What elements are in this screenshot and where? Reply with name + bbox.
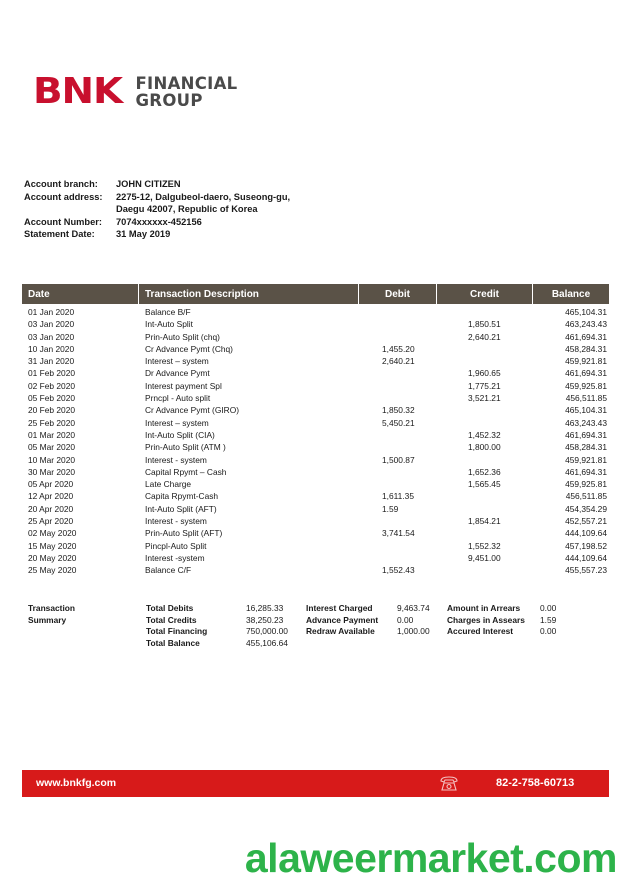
cell-desc: Dr Advance Pymt	[145, 368, 210, 379]
summary-group2-values	[397, 603, 430, 638]
cell-date: 10 Mar 2020	[28, 454, 76, 465]
summary-value: 0.00	[540, 626, 557, 637]
cell-credit	[437, 343, 533, 355]
account-address-line1: 2275-12, Dalgubeol-daero, Suseong-gu,	[116, 191, 291, 202]
account-address-label: Account address:	[24, 191, 103, 202]
cell-debit	[359, 515, 437, 527]
cell-desc: Capital Rpymt – Cash	[145, 466, 227, 477]
table-row	[22, 490, 609, 502]
logo-mark: BNK	[33, 71, 123, 112]
cell-date: 05 Apr 2020	[28, 479, 74, 490]
summary-label: Total Credits	[146, 614, 197, 625]
cell-balance: 459,921.81	[565, 454, 607, 465]
cell-desc: Prin-Auto Split (AFT)	[145, 528, 223, 539]
table-row	[22, 429, 609, 441]
cell-debit: 1,500.87	[382, 454, 415, 465]
cell-debit	[359, 441, 437, 453]
summary-value: 750,000.00	[246, 626, 288, 637]
cell-desc: Cr Advance Pymt (Chq)	[145, 343, 233, 354]
logo-line-group: GROUP	[135, 91, 203, 110]
cell-balance: 452,557.21	[565, 516, 607, 527]
table-row	[22, 552, 609, 564]
cell-debit	[359, 540, 437, 552]
table-body	[22, 304, 609, 577]
cell-credit	[437, 355, 533, 367]
cell-balance: 461,694.31	[565, 331, 607, 342]
column-header-description: Transaction Description	[139, 284, 359, 304]
cell-debit	[359, 318, 437, 330]
account-details	[24, 178, 290, 241]
cell-date: 15 May 2020	[28, 540, 77, 551]
cell-credit: 1,775.21	[468, 380, 501, 391]
cell-credit: 1,652.36	[468, 466, 501, 477]
statement-date-row	[24, 228, 290, 241]
cell-balance: 461,694.31	[565, 368, 607, 379]
table-row	[22, 318, 609, 330]
table-row	[22, 392, 609, 404]
table-row	[22, 367, 609, 379]
cell-debit	[359, 429, 437, 441]
account-branch-row	[24, 178, 290, 191]
logo-wordmark	[135, 75, 237, 109]
cell-desc: Interest - system	[145, 454, 207, 465]
table-row	[22, 540, 609, 552]
cell-date: 25 Apr 2020	[28, 516, 74, 527]
table-row	[22, 306, 609, 318]
summary-group1-values	[246, 603, 288, 650]
cell-credit: 1,552.32	[468, 540, 501, 551]
cell-desc: Pincpl-Auto Split	[145, 540, 207, 551]
cell-date: 20 Apr 2020	[28, 503, 74, 514]
cell-desc: Cr Advance Pymt (GIRO)	[145, 405, 240, 416]
table-row	[22, 478, 609, 490]
logo-line-financial: FINANCIAL	[135, 74, 238, 93]
cell-date: 03 Jan 2020	[28, 319, 75, 330]
cell-date: 01 Mar 2020	[28, 429, 76, 440]
cell-balance: 461,694.31	[565, 429, 607, 440]
table-row	[22, 380, 609, 392]
cell-debit: 5,450.21	[382, 417, 415, 428]
cell-date: 02 May 2020	[28, 528, 77, 539]
watermark: alaweermarket.com	[244, 835, 617, 881]
summary-group1-labels	[146, 603, 207, 650]
table-row	[22, 503, 609, 515]
summary-group3-labels	[447, 603, 525, 638]
cell-debit	[359, 478, 437, 490]
cell-debit	[359, 367, 437, 379]
cell-date: 20 May 2020	[28, 552, 77, 563]
cell-credit: 1,854.21	[468, 516, 501, 527]
cell-credit: 1,565.45	[468, 479, 501, 490]
footer-phone-number[interactable]: 82-2-758-60713	[496, 777, 575, 789]
cell-credit	[437, 306, 533, 318]
cell-date: 01 Jan 2020	[28, 307, 75, 317]
cell-desc: Int-Auto Split	[145, 319, 193, 330]
table-row	[22, 564, 609, 576]
statement-date-value: 31 May 2019	[116, 229, 171, 240]
column-header-date: Date	[22, 284, 139, 304]
cell-date: 12 Apr 2020	[28, 491, 74, 502]
summary-value: 9,463.74	[397, 603, 430, 613]
cell-debit	[359, 380, 437, 392]
summary-label: Amount in Arrears	[447, 603, 521, 613]
cell-debit: 1,850.32	[382, 405, 415, 416]
cell-balance: 444,109.64	[565, 528, 607, 539]
table-row	[22, 331, 609, 343]
cell-debit	[359, 392, 437, 404]
cell-debit: 1.59	[382, 503, 399, 514]
table-row	[22, 355, 609, 367]
cell-balance: 459,925.81	[565, 380, 607, 391]
summary-value: 16,285.33	[246, 603, 284, 613]
cell-date: 25 Feb 2020	[28, 417, 76, 428]
cell-balance: 456,511.85	[565, 491, 607, 502]
summary-title	[28, 603, 75, 626]
summary-label: Total Balance	[146, 638, 200, 649]
cell-date: 05 Mar 2020	[28, 442, 76, 453]
cell-desc: Prncpl - Auto split	[145, 393, 211, 404]
cell-balance: 465,104.31	[565, 405, 607, 416]
cell-desc: Interest payment Spl	[145, 380, 222, 391]
summary-label: Advance Payment	[306, 614, 379, 625]
summary-value: 1,000.00	[397, 626, 430, 637]
summary-label: Total Debits	[146, 603, 194, 613]
cell-desc: Prin-Auto Split (ATM )	[145, 442, 226, 453]
cell-credit	[437, 404, 533, 416]
summary-label: Accured Interest	[447, 626, 514, 637]
cell-balance: 454,354.29	[565, 503, 607, 514]
cell-credit: 2,640.21	[468, 331, 501, 342]
cell-debit: 1,552.43	[382, 565, 415, 576]
cell-date: 10 Jan 2020	[28, 343, 75, 354]
cell-desc: Int-Auto Split (AFT)	[145, 503, 217, 514]
cell-desc: Balance B/F	[145, 307, 191, 317]
cell-credit	[437, 527, 533, 539]
cell-credit	[437, 454, 533, 466]
cell-credit	[437, 564, 533, 576]
cell-debit	[359, 306, 437, 318]
table-row	[22, 466, 609, 478]
cell-desc: Interest -system	[145, 552, 205, 563]
cell-balance: 461,694.31	[565, 466, 607, 477]
cell-credit: 1,452.32	[468, 429, 501, 440]
summary-value: 0.00	[540, 603, 557, 613]
cell-balance: 458,284.31	[565, 442, 607, 453]
summary-value: 455,106.64	[246, 638, 288, 649]
cell-balance: 458,284.31	[565, 343, 607, 354]
cell-desc: Capita Rpymt-Cash	[145, 491, 219, 502]
summary-group3-values	[540, 603, 556, 638]
cell-debit	[359, 552, 437, 564]
cell-date: 25 May 2020	[28, 565, 77, 576]
summary-value: 0.00	[397, 614, 414, 625]
cell-balance: 459,925.81	[565, 479, 607, 490]
cell-balance: 465,104.31	[565, 307, 607, 317]
column-header-debit: Debit	[359, 284, 437, 304]
cell-credit: 1,850.51	[468, 319, 501, 330]
cell-desc: Interest - system	[145, 516, 207, 527]
table-row	[22, 454, 609, 466]
table-header	[22, 284, 609, 304]
cell-credit: 9,451.00	[468, 552, 501, 563]
transactions-table	[22, 284, 609, 577]
cell-balance: 456,511.85	[565, 393, 607, 404]
cell-credit: 1,800.00	[468, 442, 501, 453]
column-header-balance: Balance	[551, 288, 591, 300]
cell-debit	[359, 331, 437, 343]
cell-date: 20 Feb 2020	[28, 405, 76, 416]
column-header-credit: Credit	[437, 284, 533, 304]
telephone-icon	[439, 775, 459, 792]
footer-bar	[22, 770, 609, 797]
account-address-line2: Daegu 42007, Republic of Korea	[116, 204, 258, 215]
bnk-logo	[33, 72, 238, 112]
summary-label: Redraw Available	[306, 626, 375, 637]
cell-desc: Late Charge	[145, 479, 192, 490]
table-row	[22, 515, 609, 527]
cell-date: 30 Mar 2020	[28, 466, 76, 477]
table-row	[22, 441, 609, 453]
cell-debit: 3,741.54	[382, 528, 415, 539]
statement-date-label: Statement Date:	[24, 229, 95, 240]
cell-balance: 455,557.23	[565, 565, 607, 576]
summary-value: 38,250.23	[246, 614, 284, 625]
cell-desc: Interest – system	[145, 356, 209, 367]
cell-balance: 459,921.81	[565, 356, 607, 367]
summary-label: Charges in Assears	[447, 614, 525, 625]
summary-label: Total Financing	[146, 626, 208, 637]
cell-date: 03 Jan 2020	[28, 331, 75, 342]
cell-desc: Prin-Auto Split (chq)	[145, 331, 220, 342]
cell-date: 02 Feb 2020	[28, 380, 76, 391]
cell-credit: 3,521.21	[468, 393, 501, 404]
summary-label: Interest Charged	[306, 603, 373, 613]
summary-title-line1: Transaction	[28, 603, 76, 613]
cell-debit: 1,455.20	[382, 343, 415, 354]
account-number-row	[24, 216, 290, 229]
cell-debit: 2,640.21	[382, 356, 415, 367]
account-address-row-2	[24, 203, 290, 216]
cell-date: 31 Jan 2020	[28, 356, 75, 367]
table-row	[22, 527, 609, 539]
cell-desc: Int-Auto Split (CIA)	[145, 429, 215, 440]
account-number-value: 7074xxxxxx-452156	[116, 216, 202, 227]
account-number-label: Account Number:	[24, 216, 102, 227]
cell-balance: 463,243.43	[565, 319, 607, 330]
cell-balance: 457,198.52	[565, 540, 607, 551]
cell-date: 05 Feb 2020	[28, 393, 76, 404]
cell-desc: Balance C/F	[145, 565, 192, 576]
account-branch-label: Account branch:	[24, 179, 98, 189]
cell-credit: 1,960.65	[468, 368, 501, 379]
cell-debit	[359, 466, 437, 478]
table-row	[22, 343, 609, 355]
summary-value: 1.59	[540, 614, 557, 625]
cell-debit: 1,611.35	[382, 491, 414, 502]
cell-desc: Interest – system	[145, 417, 209, 428]
footer-website-link[interactable]: www.bnkfg.com	[36, 777, 117, 789]
cell-balance: 463,243.43	[565, 417, 607, 428]
cell-credit	[437, 503, 533, 515]
cell-balance: 444,109.64	[565, 552, 607, 563]
cell-credit	[437, 417, 533, 429]
summary-group2-labels	[306, 603, 378, 638]
account-address-row	[24, 191, 290, 204]
cell-credit	[437, 490, 533, 502]
table-row	[22, 404, 609, 416]
summary-title-line2: Summary	[28, 614, 67, 625]
account-branch-value: JOHN CITIZEN	[116, 179, 181, 189]
table-row	[22, 417, 609, 429]
cell-date: 01 Feb 2020	[28, 368, 76, 379]
